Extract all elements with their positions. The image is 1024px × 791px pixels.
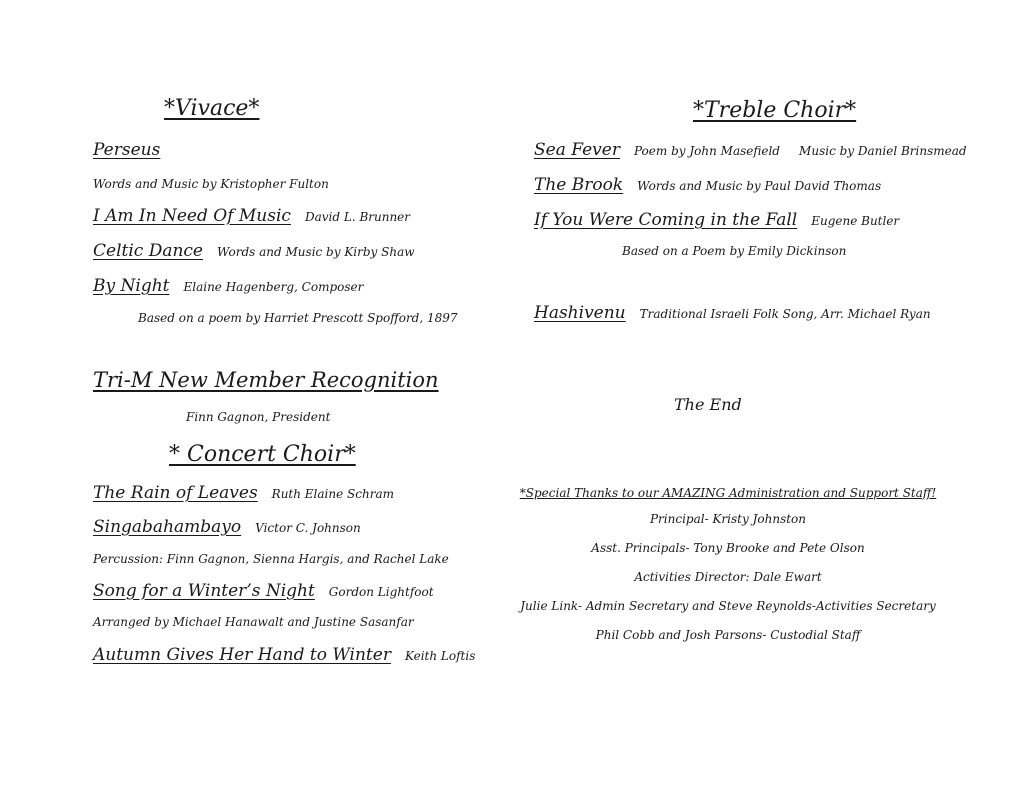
piece-row-autumn	[93, 645, 475, 665]
piece-row-coming-in-fall	[534, 210, 899, 230]
piece-credit: Ruth Elaine Schram	[271, 487, 394, 501]
treble-choir-heading: *Treble Choir*	[693, 98, 857, 123]
piece-title: Celtic Dance	[93, 241, 203, 261]
staff-line: Julie Link- Admin Secretary and Steve Reynolds-Activities Secretary	[520, 599, 936, 613]
dickinson-note: Based on a Poem by Emily Dickinson	[622, 244, 847, 258]
piece-title-perseus: Perseus	[93, 140, 161, 160]
piece-title: Sea Fever	[534, 140, 620, 160]
concert-choir-heading: * Concert Choir*	[169, 442, 356, 467]
piece-credit: Words and Music by Paul David Thomas	[637, 179, 882, 193]
staff-line: Phil Cobb and Josh Parsons- Custodial Staff	[595, 628, 861, 642]
piece-title: Hashivenu	[534, 303, 626, 323]
piece-row-rain-of-leaves	[93, 483, 394, 503]
the-end: The End	[674, 395, 742, 414]
piece-credit-perseus: Words and Music by Kristopher Fulton	[93, 177, 329, 191]
piece-credit: David L. Brunner	[304, 210, 411, 224]
percussion-credit: Percussion: Finn Gagnon, Sienna Hargis, and Rachel Lake	[93, 552, 449, 566]
piece-credit: Gordon Lightfoot	[328, 585, 434, 599]
thanks-heading: *Special Thanks to our AMAZING Administration and Support Staff!	[519, 486, 937, 500]
piece-credit: Traditional Israeli Folk Song, Arr. Michael Ryan	[639, 307, 931, 321]
piece-row-need-of-music	[93, 206, 410, 226]
trim-heading: Tri-M New Member Recognition	[93, 368, 439, 392]
piece-credit: Elaine Hagenberg, Composer	[183, 280, 364, 294]
staff-line: Activities Director: Dale Ewart	[634, 570, 822, 584]
piece-credit: Poem by John Masefield Music by Daniel Brinsmead	[633, 144, 967, 158]
piece-credit: Keith Loftis	[404, 649, 476, 663]
arranged-credit: Arranged by Michael Hanawalt and Justine Sasanfar	[93, 615, 414, 629]
piece-row-winters-night	[93, 581, 434, 601]
by-night-note: Based on a poem by Harriet Prescott Spofford, 1897	[138, 311, 458, 325]
piece-row-by-night	[93, 276, 363, 296]
piece-credit: Eugene Butler	[811, 214, 900, 228]
piece-row-the-brook	[534, 175, 881, 195]
piece-title: The Brook	[534, 175, 624, 195]
staff-line: Asst. Principals- Tony Brooke and Pete Olson	[591, 541, 865, 555]
vivace-heading: *Vivace*	[164, 96, 260, 121]
piece-row-sea-fever	[534, 140, 967, 160]
piece-title: The Rain of Leaves	[93, 483, 258, 503]
piece-row-celtic-dance	[93, 241, 415, 261]
staff-line: Principal- Kristy Johnston	[649, 512, 807, 526]
piece-row-hashivenu	[534, 303, 931, 323]
thanks-section	[480, 486, 976, 657]
piece-title: If You Were Coming in the Fall	[534, 210, 798, 230]
piece-title: Song for a Winter’s Night	[93, 581, 315, 601]
piece-credit: Words and Music by Kirby Shaw	[217, 245, 415, 259]
piece-title: By Night	[93, 276, 170, 296]
trim-president: Finn Gagnon, President	[186, 410, 331, 424]
piece-title: Autumn Gives Her Hand to Winter	[93, 645, 391, 665]
piece-title: I Am In Need Of Music	[93, 206, 291, 226]
piece-title: Singabahambayo	[93, 517, 242, 537]
piece-credit: Victor C. Johnson	[255, 521, 361, 535]
piece-row-singabahambayo	[93, 517, 361, 537]
